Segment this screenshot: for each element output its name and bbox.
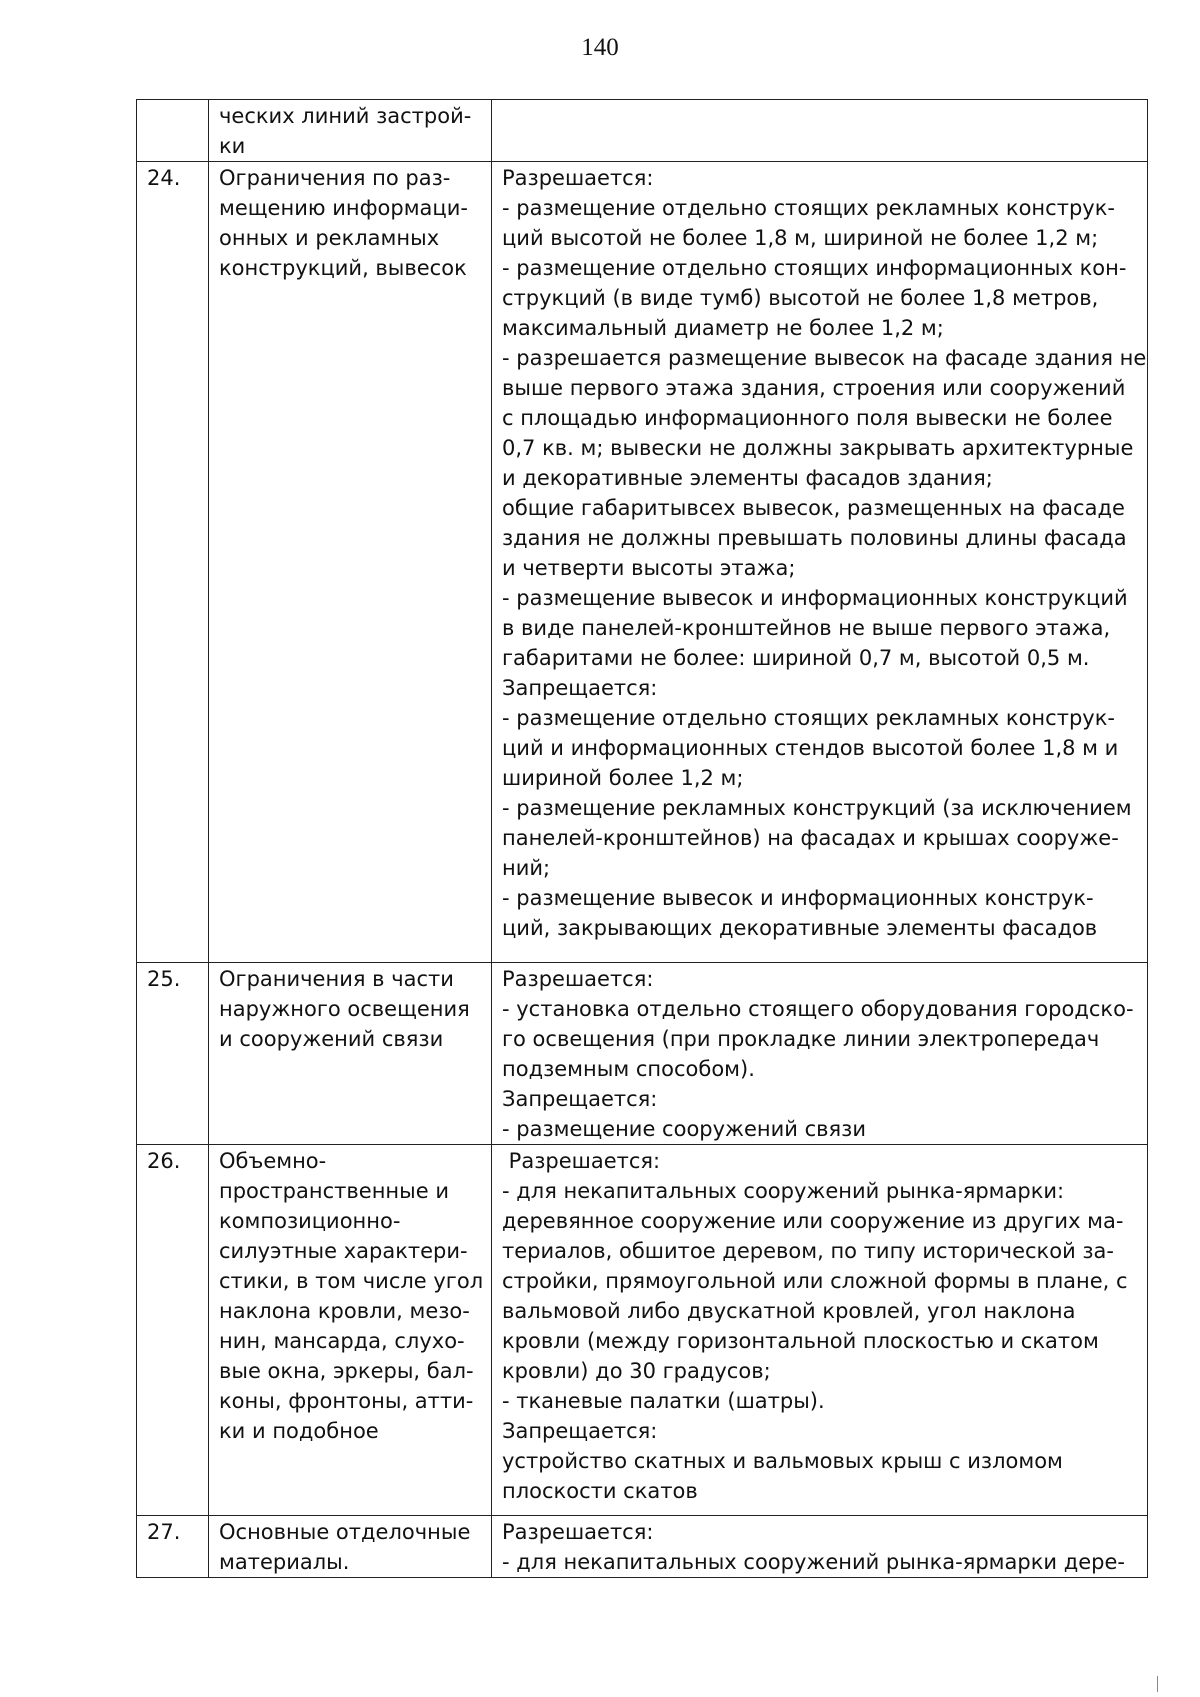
row-number: 24. (137, 162, 209, 963)
parameter-name-cell (209, 1145, 492, 1516)
parameter-name-line: нин, мансарда, слухо- (219, 1329, 465, 1353)
requirement-line: - размещение отдельно стоящих рекламных конструк- (502, 706, 1115, 730)
requirement-line: выше первого этажа здания, строения или сооружений (502, 376, 1126, 400)
parameter-name-cell (209, 162, 492, 963)
parameter-name-cell (209, 100, 492, 162)
parameter-name-line: материалы. (219, 1550, 350, 1574)
parameter-name-line: наклона кровли, мезо- (219, 1299, 470, 1323)
requirement-line: - размещение рекламных конструкций (за исключением (502, 796, 1132, 820)
requirement-line: кровли (между горизонтальной плоскостью и скатом (502, 1329, 1099, 1353)
requirements-cell (492, 1516, 1148, 1578)
requirement-line: деревянное сооружение или сооружение из других ма- (502, 1209, 1124, 1233)
parameter-name-line: и сооружений связи (219, 1027, 444, 1051)
requirements-cell (492, 100, 1148, 162)
requirement-line: кровли) до 30 градусов; (502, 1359, 771, 1383)
requirement-line: Разрешается: (502, 166, 654, 190)
requirement-line: панелей-кронштейнов) на фасадах и крышах сооруже- (502, 826, 1119, 850)
parameter-name-line: ки и подобное (219, 1419, 379, 1443)
parameter-name-line: конструкций, вывесок (219, 256, 467, 280)
requirement-line: - установка отдельно стоящего оборудования городско- (502, 997, 1134, 1021)
row-number (137, 100, 209, 162)
requirement-line: - размещение вывесок и информационных конструк- (502, 886, 1094, 910)
table-row (137, 1516, 1148, 1578)
parameter-name-line: композиционно- (219, 1209, 401, 1233)
requirement-line: - размещение вывесок и информационных конструкций (502, 586, 1128, 610)
requirement-line: максимальный диаметр не более 1,2 м; (502, 316, 944, 340)
requirement-line: подземным способом). (502, 1057, 755, 1081)
requirement-line: шириной более 1,2 м; (502, 766, 744, 790)
requirement-line: ций и информационных стендов высотой более 1,8 м и (502, 736, 1119, 760)
page-number: 140 (581, 34, 619, 61)
requirement-line: устройство скатных и вальмовых крыш с изломом (502, 1449, 1063, 1473)
requirement-line: ций высотой не более 1,8 м, шириной не более 1,2 м; (502, 226, 1099, 250)
requirement-line: Разрешается: (502, 1149, 661, 1173)
row-number: 26. (137, 1145, 209, 1516)
requirement-line: го освещения (при прокладке линии электропередач (502, 1027, 1100, 1051)
parameter-name-line: наружного освещения (219, 997, 470, 1021)
parameter-name-line: силуэтные характери- (219, 1239, 468, 1263)
parameter-name-line: Ограничения в части (219, 967, 454, 991)
requirement-line: Разрешается: (502, 1520, 654, 1544)
requirements-cell (492, 162, 1148, 963)
parameter-name-line: мещению информаци- (219, 196, 468, 220)
requirement-line: стройки, прямоугольной или сложной формы в плане, с (502, 1269, 1128, 1293)
requirement-line: габаритами не более: шириной 0,7 м, высотой 0,5 м. (502, 646, 1090, 670)
parameter-name-line: Основные отделочные (219, 1520, 471, 1544)
parameter-name-line: Объемно- (219, 1149, 327, 1173)
requirement-line: вальмовой либо двускатной кровлей, угол наклона (502, 1299, 1076, 1323)
table-row (137, 100, 1148, 162)
requirements-cell (492, 963, 1148, 1145)
parameter-name-line: Ограничения по раз- (219, 166, 451, 190)
requirement-line: с площадью информационного поля вывески не более (502, 406, 1113, 430)
table-body (137, 100, 1148, 1578)
requirement-line: струкций (в виде тумб) высотой не более 1,8 метров, (502, 286, 1099, 310)
requirement-line: - размещение сооружений связи (502, 1117, 866, 1141)
requirement-line: - для некапитальных сооружений рынка-ярмарки: (502, 1179, 1065, 1203)
requirement-line: - размещение отдельно стоящих рекламных конструк- (502, 196, 1115, 220)
table-row (137, 162, 1148, 963)
requirement-line: - разрешается размещение вывесок на фасаде здания не (502, 346, 1147, 370)
requirement-line: - для некапитальных сооружений рынка-ярмарки дере- (502, 1550, 1125, 1574)
parameter-name-line: стики, в том числе угол (219, 1269, 484, 1293)
parameter-name-cell (209, 963, 492, 1145)
requirement-line: ций, закрывающих декоративные элементы фасадов (502, 916, 1098, 940)
requirement-line: - тканевые палатки (шатры). (502, 1389, 825, 1413)
parameter-name-line: коны, фронтоны, атти- (219, 1389, 474, 1413)
table-row (137, 963, 1148, 1145)
parameter-name-cell (209, 1516, 492, 1578)
scan-mark (1157, 1676, 1158, 1692)
row-number: 25. (137, 963, 209, 1145)
parameter-name-line: ческих линий застрой- (219, 104, 472, 128)
requirement-line: ний; (502, 856, 551, 880)
parameter-name-line: онных и рекламных (219, 226, 440, 250)
requirement-line: общие габаритывсех вывесок, размещенных на фасаде (502, 496, 1125, 520)
requirement-line: и четверти высоты этажа; (502, 556, 796, 580)
parameter-name-line: пространственные и (219, 1179, 449, 1203)
row-number: 27. (137, 1516, 209, 1578)
requirement-line: Запрещается: (502, 676, 658, 700)
requirement-line: и декоративные элементы фасадов здания; (502, 466, 993, 490)
parameter-name-line: вые окна, эркеры, бал- (219, 1359, 474, 1383)
requirement-line: териалов, обшитое деревом, по типу исторической за- (502, 1239, 1115, 1263)
requirement-line: здания не должны превышать половины длины фасада (502, 526, 1127, 550)
requirement-line: Разрешается: (502, 967, 654, 991)
parameter-name-line: ки (219, 134, 246, 158)
requirement-line: Запрещается: (502, 1419, 658, 1443)
requirement-line: 0,7 кв. м; вывески не должны закрывать архитектурные (502, 436, 1134, 460)
regulations-table (136, 99, 1148, 1578)
requirements-cell (492, 1145, 1148, 1516)
requirement-line: плоскости скатов (502, 1479, 698, 1503)
requirement-line: - размещение отдельно стоящих информационных кон- (502, 256, 1127, 280)
requirement-line: в виде панелей-кронштейнов не выше первого этажа, (502, 616, 1111, 640)
requirement-line: Запрещается: (502, 1087, 658, 1111)
table-row (137, 1145, 1148, 1516)
